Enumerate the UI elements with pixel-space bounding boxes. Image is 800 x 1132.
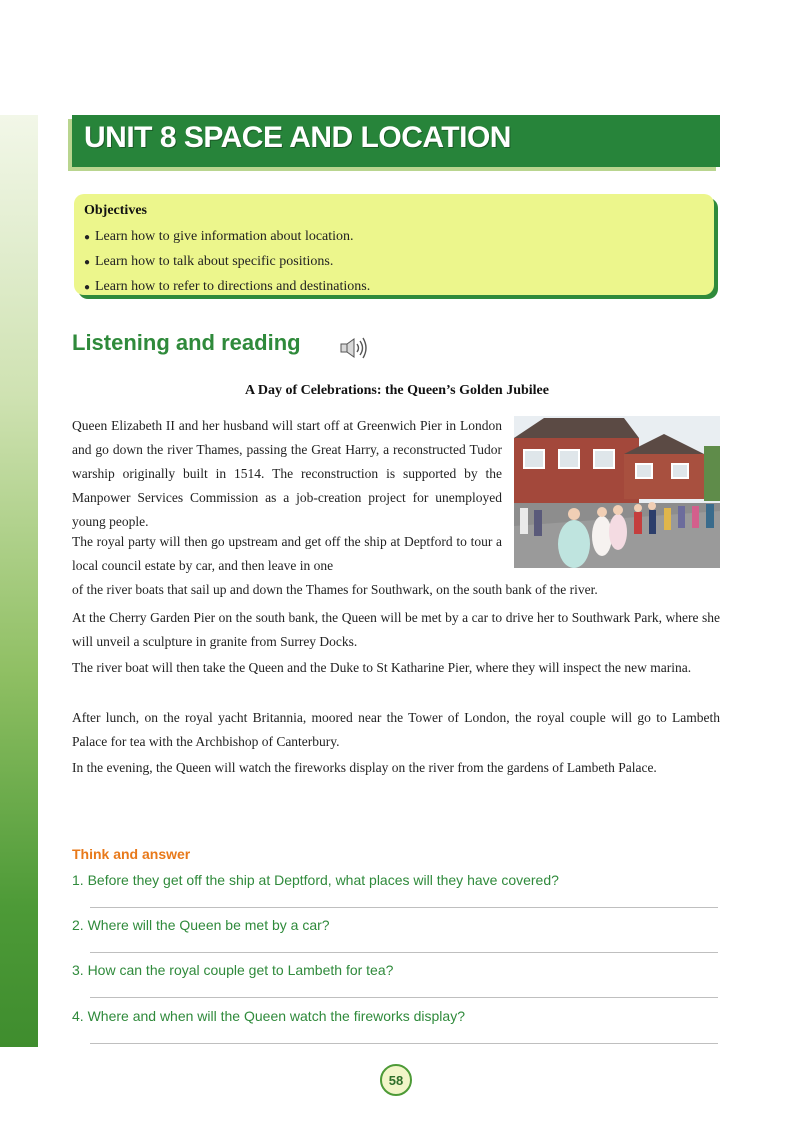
bullet-icon: ●: [84, 232, 91, 243]
answer-line[interactable]: [90, 997, 718, 998]
article-paragraph: In the evening, the Queen will watch the fireworks display on the river from the gardens of Lambeth Palace.: [72, 760, 657, 775]
bullet-icon: ●: [84, 282, 91, 293]
article-paragraph: After lunch, on the royal yacht Britannia, moored near the Tower of London, the royal couple will go to Lambeth Palace for tea with the Archbishop of Canterbury.: [72, 710, 720, 749]
section-title: Listening and reading: [72, 330, 301, 355]
page-number-badge: [380, 1064, 412, 1096]
answer-line[interactable]: [90, 952, 718, 953]
answer-line[interactable]: [90, 1043, 718, 1044]
question: 1. Before they get off the ship at Deptford, what places will they have covered?: [72, 872, 559, 888]
speaker-icon[interactable]: [338, 336, 370, 360]
bullet-icon: ●: [84, 257, 91, 268]
article-paragraph: Queen Elizabeth II and her husband will start off at Greenwich Pier in London and go down the river Thames, passing the Great Harry, a reconstructed Tudor warship originally built in 1514. The reconstruction is supported by the Manpower Services Commission as a job-creation project for unemployed young people.: [72, 418, 502, 529]
objective-item: [84, 250, 370, 275]
answer-line[interactable]: [90, 907, 718, 908]
article-paragraph: At the Cherry Garden Pier on the south bank, the Queen will be met by a car to drive her to Southwark Park, where she will unveil a sculpture in granite from Surrey Docks.: [72, 610, 720, 649]
article-paragraph: The royal party will then go upstream and get off the ship at Deptford to tour a local council estate by car, and then leave in one: [72, 534, 502, 573]
article-title: A Day of Celebrations: the Queen’s Golden Jubilee: [245, 383, 549, 398]
unit-banner: [72, 115, 720, 167]
page-number: 58: [388, 1072, 404, 1088]
question: 3. How can the royal couple get to Lambeth for tea?: [72, 962, 394, 978]
objectives-heading: Objectives: [84, 203, 147, 218]
objective-item: [84, 275, 370, 300]
objectives-list: [84, 225, 370, 300]
objective-text: Learn how to give information about location.: [95, 229, 354, 244]
objective-item: [84, 225, 370, 250]
question: 2. Where will the Queen be met by a car?: [72, 917, 330, 933]
side-decoration-bar: [0, 115, 38, 1047]
unit-title: UNIT 8 SPACE AND LOCATION: [84, 121, 511, 154]
article-paragraph: of the river boats that sail up and down the Thames for Southwark, on the south bank of the river.: [72, 582, 598, 597]
jubilee-street-party-photo: [514, 416, 720, 568]
objective-text: Learn how to refer to directions and destinations.: [95, 279, 371, 294]
think-heading: Think and answer: [72, 846, 191, 862]
article-paragraph: The river boat will then take the Queen and the Duke to St Katharine Pier, where they will inspect the new marina.: [72, 660, 692, 675]
objectives-box: [74, 194, 714, 295]
objective-text: Learn how to talk about specific positions.: [95, 254, 334, 269]
question: 4. Where and when will the Queen watch the fireworks display?: [72, 1008, 465, 1024]
